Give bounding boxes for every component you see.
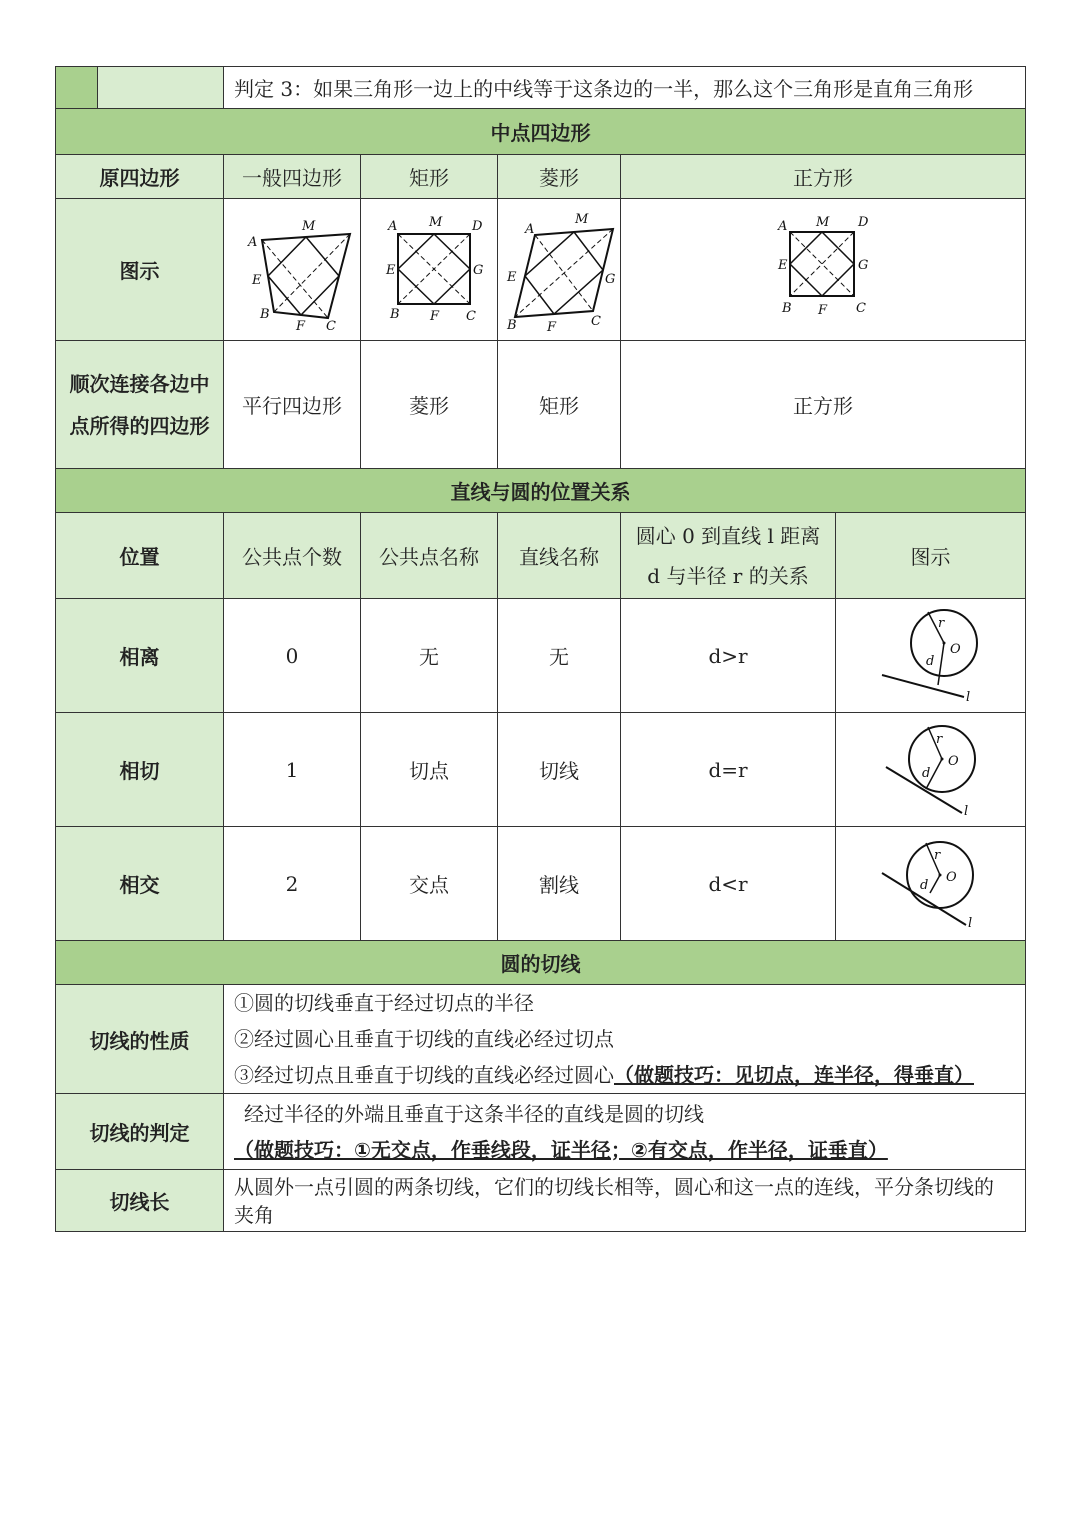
intersect-l: l	[967, 916, 972, 931]
intersect-O: O	[945, 870, 957, 885]
rect-D: D	[472, 219, 483, 234]
top-left-cell-2	[98, 67, 224, 109]
property-3-line	[234, 1057, 1025, 1093]
length-label: 切线长	[56, 1170, 224, 1232]
row-separate-relation: d>r	[621, 599, 836, 713]
figure-tangent-cell	[836, 713, 1026, 827]
square-F: F	[818, 303, 828, 318]
tangent-r: r	[935, 732, 942, 747]
square-B: B	[782, 301, 792, 316]
judge-tip: （做题技巧：①无交点，作垂线段，证半径；②有交点，作半径，证垂直）	[234, 1137, 888, 1162]
figure-square-cell	[621, 199, 1026, 341]
rectangle-figure	[374, 212, 484, 322]
length-text: 从圆外一点引圆的两条切线，它们的切线长相等，圆心和这一点的连线，平分条切线的夹角	[224, 1170, 1026, 1232]
section-title-tangent: 圆的切线	[56, 941, 1026, 985]
rhombus-E: E	[507, 270, 517, 285]
intersect-r: r	[933, 848, 940, 863]
result-general: 平行四边形	[224, 341, 361, 469]
general-A: A	[248, 235, 258, 250]
rhombus-C: C	[591, 314, 601, 329]
row-intersect-point-name: 交点	[361, 827, 498, 941]
separate-r: r	[937, 616, 944, 631]
square-A: A	[778, 219, 788, 234]
result-rhombus: 矩形	[498, 341, 621, 469]
circle-separate-figure	[876, 605, 986, 705]
general-B: B	[260, 307, 270, 322]
rhombus-M: M	[575, 212, 589, 227]
rhombus-B: B	[507, 318, 517, 333]
figure-intersect-cell	[836, 827, 1026, 941]
row-tangent-point-name: 切点	[361, 713, 498, 827]
separate-d: d	[925, 654, 934, 669]
square-C: C	[856, 301, 866, 316]
col-rectangle: 矩形	[361, 155, 498, 199]
figure-label: 图示	[56, 199, 224, 341]
circle-tangent-figure	[876, 719, 986, 819]
intersect-d: d	[919, 878, 928, 893]
judge-text: 经过半径的外端且垂直于这条半径的直线是圆的切线	[244, 1101, 704, 1126]
knowledge-table	[55, 66, 1026, 1232]
figure-general-cell	[224, 199, 361, 341]
row-separate-line-name: 无	[498, 599, 621, 713]
row-tangent-relation: d=r	[621, 713, 836, 827]
result-rectangle: 菱形	[361, 341, 498, 469]
header-figure: 图示	[836, 513, 1026, 599]
square-E: E	[778, 258, 788, 273]
header-position: 位置	[56, 513, 224, 599]
figure-rhombus-cell	[498, 199, 621, 341]
header-point-name: 公共点名称	[361, 513, 498, 599]
row-header-original: 原四边形	[56, 155, 224, 199]
rhombus-G: G	[605, 272, 616, 287]
col-general: 一般四边形	[224, 155, 361, 199]
row-separate-count: 0	[224, 599, 361, 713]
header-relation: 圆心 0 到直线 l 距离 d 与半径 r 的关系	[621, 513, 836, 599]
property-1: ①圆的切线垂直于经过切点的半径	[234, 991, 534, 1015]
general-C: C	[326, 319, 336, 334]
tangent-l: l	[963, 804, 968, 819]
rect-C: C	[466, 309, 476, 324]
rect-G: G	[473, 263, 484, 278]
top-left-cell	[56, 67, 98, 109]
square-D: D	[858, 215, 869, 230]
separate-l: l	[965, 690, 970, 705]
general-E: E	[252, 273, 262, 288]
property-2: ②经过圆心且垂直于切线的直线必经过切点	[234, 1027, 614, 1051]
row-separate-position: 相离	[56, 599, 224, 713]
general-F: F	[296, 319, 306, 334]
header-count: 公共点个数	[224, 513, 361, 599]
rhombus-F: F	[547, 320, 557, 335]
rect-B: B	[390, 307, 400, 322]
row-separate-point-name: 无	[361, 599, 498, 713]
row-intersect-count: 2	[224, 827, 361, 941]
separate-O: O	[949, 642, 961, 657]
property-label: 切线的性质	[56, 985, 224, 1094]
figure-rectangle-cell	[361, 199, 498, 341]
rect-A: A	[388, 219, 398, 234]
section-title-line-circle: 直线与圆的位置关系	[56, 469, 1026, 513]
result-label: 顺次连接各边中点所得的四边形	[56, 341, 224, 469]
circle-intersect-figure	[876, 833, 986, 929]
judge-content	[224, 1094, 1026, 1170]
rect-E: E	[386, 263, 396, 278]
property-content	[224, 985, 1026, 1094]
row-tangent-count: 1	[224, 713, 361, 827]
rhombus-A: A	[525, 222, 535, 237]
judge-label: 切线的判定	[56, 1094, 224, 1170]
row-tangent-position: 相切	[56, 713, 224, 827]
judgement-3: 判定 3：如果三角形一边上的中线等于这条边的一半，那么这个三角形是直角三角形	[224, 67, 1026, 109]
rect-F: F	[430, 309, 440, 324]
header-line-name: 直线名称	[498, 513, 621, 599]
figure-separate-cell	[836, 599, 1026, 713]
property-tip: （做题技巧：见切点，连半径，得垂直）	[614, 1063, 974, 1087]
tangent-O: O	[947, 754, 959, 769]
property-3: ③经过切点且垂直于切线的直线必经过圆心	[234, 1063, 614, 1087]
row-intersect-line-name: 割线	[498, 827, 621, 941]
col-square: 正方形	[621, 155, 1026, 199]
square-M: M	[816, 215, 830, 230]
tangent-d: d	[921, 766, 930, 781]
general-quad-figure	[232, 212, 352, 334]
rhombus-figure	[501, 209, 617, 335]
square-G: G	[858, 258, 869, 273]
general-M: M	[302, 219, 316, 234]
rect-M: M	[429, 215, 443, 230]
row-intersect-position: 相交	[56, 827, 224, 941]
row-intersect-relation: d<r	[621, 827, 836, 941]
result-square: 正方形	[621, 341, 1026, 469]
section-title-midpoint: 中点四边形	[56, 109, 1026, 155]
row-tangent-line-name: 切线	[498, 713, 621, 827]
col-rhombus: 菱形	[498, 155, 621, 199]
square-figure	[768, 212, 878, 322]
